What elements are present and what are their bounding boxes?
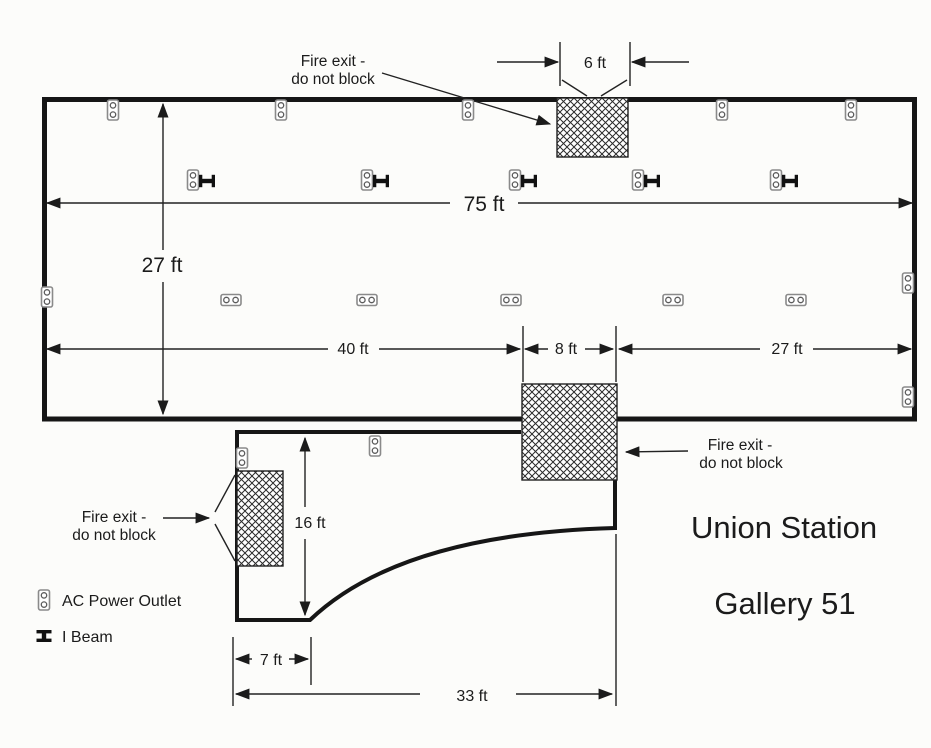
ac-outlet-icon — [463, 100, 474, 120]
ac-outlet-icon — [370, 436, 381, 456]
venue-gallery: Gallery 51 — [714, 586, 856, 621]
fire-exit-label-left-line1: Fire exit - — [81, 509, 147, 526]
ac-outlet-icon — [221, 295, 241, 306]
ac-outlet-icon — [846, 100, 857, 120]
ac-outlet-icon — [510, 170, 521, 190]
venue-name: Union Station — [690, 510, 878, 545]
ac-outlet-icon — [663, 295, 683, 306]
ac-outlet-icon — [357, 295, 377, 306]
fire-exit-hatch-top — [557, 98, 628, 157]
fire-exit-hatch-middle — [522, 384, 617, 480]
fire-exit-hatch-left — [237, 471, 283, 566]
dim-7ft — [233, 637, 311, 706]
dim-label-75ft: 75 ft — [463, 193, 505, 216]
ac-outlet-icon — [237, 448, 248, 468]
ac-outlet-icon — [771, 170, 782, 190]
dim-label-6ft: 6 ft — [583, 55, 607, 72]
legend-ac-outlet-label: AC Power Outlet — [62, 593, 182, 610]
leader-tick-lower — [215, 524, 235, 561]
leader-tick-upper — [215, 475, 235, 512]
ac-outlet-icon — [108, 100, 119, 120]
ac-outlet-icon — [188, 170, 199, 190]
ac-outlet-icon — [276, 100, 287, 120]
ac-outlet-icon — [903, 273, 914, 293]
ac-outlet-icon — [501, 295, 521, 306]
ac-outlet-icon — [717, 100, 728, 120]
dim-label-27ft-right: 27 ft — [771, 341, 803, 358]
leader-arrow-right — [626, 451, 688, 452]
ac-outlet-icon — [362, 170, 373, 190]
ac-outlet-icon — [903, 387, 914, 407]
fire-exit-label-right-line2: do not block — [699, 455, 783, 472]
fire-exit-label-top-line2: do not block — [291, 71, 375, 88]
i-beam-icon — [37, 630, 52, 642]
legend — [37, 590, 182, 646]
ac-outlet-icon — [786, 295, 806, 306]
fire-exit-label-right-line1: Fire exit - — [707, 437, 773, 454]
ac-outlet-icon — [633, 170, 644, 190]
legend-i-beam-label: I Beam — [62, 629, 113, 646]
ac-outlet-icon — [42, 287, 53, 307]
dim-label-16ft: 16 ft — [294, 515, 326, 532]
dim-label-27ft-vertical: 27 ft — [141, 254, 183, 277]
dim-label-40ft: 40 ft — [337, 341, 369, 358]
fire-exit-label-top-line1: Fire exit - — [300, 53, 366, 70]
ac-outlet-icon — [39, 590, 50, 610]
fire-exit-label-left-line2: do not block — [72, 527, 156, 544]
dim-label-7ft: 7 ft — [259, 652, 283, 669]
dim-label-33ft: 33 ft — [456, 688, 488, 705]
dim-label-8ft: 8 ft — [554, 341, 578, 358]
